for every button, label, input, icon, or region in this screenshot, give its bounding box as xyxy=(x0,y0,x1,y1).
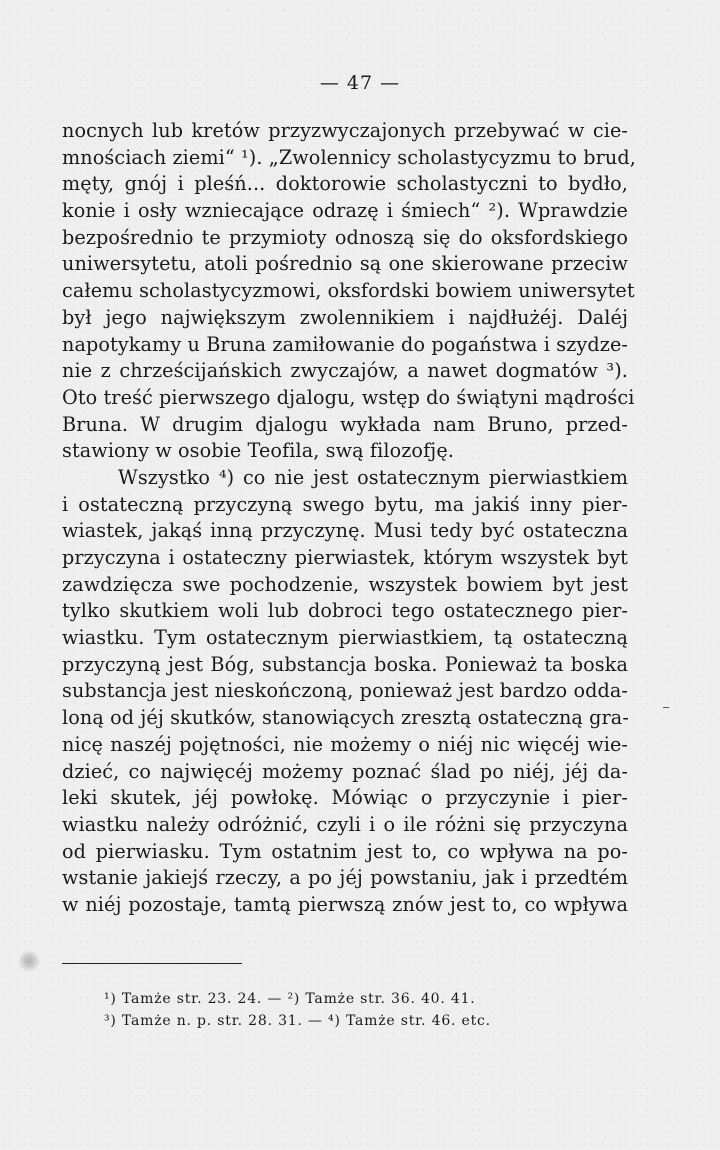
footnote-line: ³) Tamże n. p. str. 28. 31. — ⁴) Tamże str. 46. etc. xyxy=(104,1013,491,1029)
text-line: Bruna. W drugim djalogu wykłada nam Bruno, przed- xyxy=(62,412,628,436)
text-line: wiastku. Tym ostatecznym pierwiastkiem, tą ostateczną xyxy=(62,626,628,650)
text-line: substancja jest nieskończoną, ponieważ jest bardzo odda- xyxy=(62,679,628,703)
text-line: od pierwiasku. Tym ostatnim jest to, co wpływa na po- xyxy=(62,839,628,863)
paragraph-1 xyxy=(62,118,636,465)
text-line: mnościach ziemi“ ¹). „Zwolennicy scholastycyzmu to brud, xyxy=(62,145,636,169)
text-line: męty, gnój i pleśń... doktorowie scholastyczni to bydło, xyxy=(62,172,628,196)
text-line: był jego największym zwolennikiem i najdłużéj. Daléj xyxy=(62,305,628,329)
text-line: wstanie jakiejś rzeczy, a po jéj powstaniu, jak i przedtém xyxy=(62,866,628,890)
text-line: konie i osły wzniecające odrazę i śmiech“ ²). Wprawdzie xyxy=(62,199,628,223)
text-line: stawiony w osobie Teofila, swą filozofję. xyxy=(62,439,454,463)
text-line: i ostateczną przyczyną swego bytu, ma jakiś inny pier- xyxy=(62,492,628,516)
text-line: w niéj pozostaje, tamtą pierwszą znów jest to, co wpływa xyxy=(62,892,628,916)
text-line: Oto treść pierwszego djalogu, wstęp do świątyni mądrości xyxy=(62,385,635,409)
text-line: całemu scholastycyzmowi, oksfordski bowiem uniwersytet xyxy=(62,279,635,303)
text-line: uniwersytetu, atoli pośrednio są one skierowane przeciw xyxy=(62,252,628,276)
text-line: Wszystko ⁴) co nie jest ostatecznym pierwiastkiem xyxy=(118,465,628,489)
text-line: bezpośrednio te przymioty odnoszą się do oksfordskiego xyxy=(62,225,628,249)
text-line: nocnych lub kretów przyzwyczajonych przebywać w cie- xyxy=(62,119,628,142)
footnote-divider xyxy=(62,963,242,964)
page-number: — 47 — xyxy=(319,72,401,94)
text-line: wiastku należy odróżnić, czyli i o ile różni się przyczyna xyxy=(62,812,628,836)
text-line: przyczyną jest Bóg, substancja boska. Ponieważ ta boska xyxy=(62,652,628,676)
text-line: dzieć, co najwięcéj możemy poznać ślad po niéj, jéj da- xyxy=(62,759,628,783)
body-text xyxy=(62,118,636,919)
text-line: leki skutek, jéj powłokę. Mówiąc o przyczynie i pier- xyxy=(62,786,628,810)
text-line: wiastek, jakąś inną przyczynę. Musi tedy być ostateczna xyxy=(62,519,628,543)
margin-mark xyxy=(663,707,669,708)
text-line: nicę naszéj pojętności, nie możemy o niéj nic więcéj wie- xyxy=(62,732,628,756)
text-line: nie z chrześcijańskich zwyczajów, a nawet dogmatów ³). xyxy=(62,359,628,383)
text-line: loną od jéj skutków, stanowiących zresztą ostateczną gra- xyxy=(62,706,629,730)
text-line: przyczyna i ostateczny pierwiastek, którym wszystek byt xyxy=(62,546,628,569)
text-line: napotykamy u Bruna zamiłowanie do pogaństwa i szydze- xyxy=(62,332,628,356)
footnote-line: ¹) Tamże str. 23. 24. — ²) Tamże str. 36. 40. 41. xyxy=(104,991,476,1007)
text-line: zawdzięcza swe pochodzenie, wszystek bowiem byt jest xyxy=(62,572,628,596)
paragraph-2 xyxy=(62,465,628,919)
footnotes xyxy=(104,988,544,1032)
ink-blot xyxy=(18,950,40,972)
text-line: tylko skutkiem woli lub dobroci tego ostatecznego pier- xyxy=(62,599,628,623)
